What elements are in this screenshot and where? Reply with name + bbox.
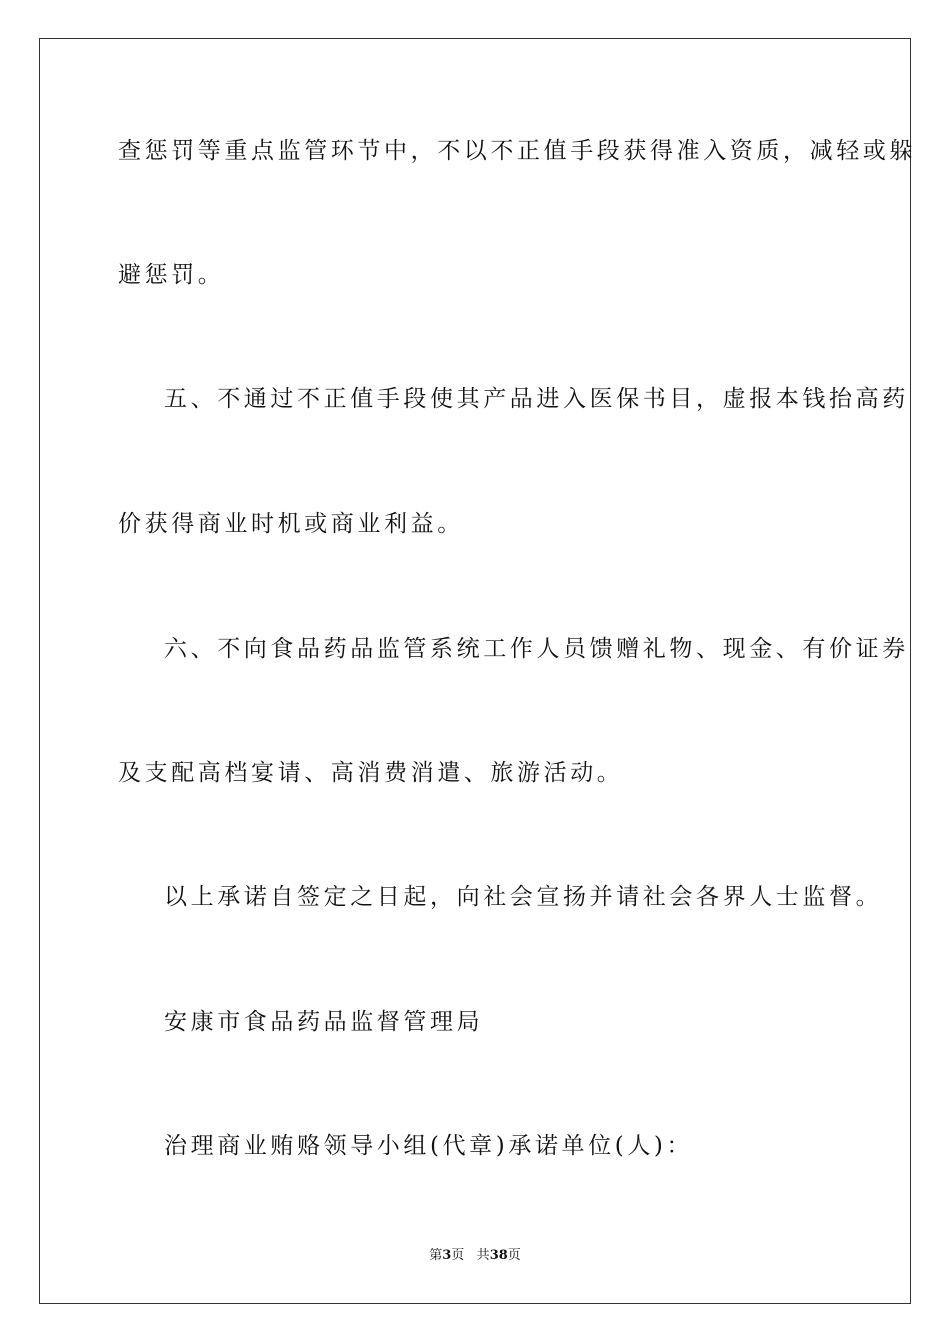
body-text-line: 查惩罚等重点监管环节中，不以不正值手段获得准入资质，减轻或躲 bbox=[118, 138, 916, 164]
page-suffix: 页 bbox=[451, 1248, 465, 1263]
current-page-number: 3 bbox=[442, 1248, 452, 1263]
issuing-authority: 安康市食品药品监督管理局 bbox=[164, 1009, 484, 1035]
body-text-line: 价获得商业时机或商业利益。 bbox=[118, 511, 464, 537]
paragraph-item-six: 六、不向食品药品监管系统工作人员馈赠礼物、现金、有价证券 bbox=[164, 636, 909, 662]
body-text-line: 避惩罚。 bbox=[118, 262, 225, 288]
total-page-count: 38 bbox=[489, 1248, 508, 1263]
signature-line: 治理商业贿赂领导小组(代章)承诺单位(人)： bbox=[164, 1133, 694, 1159]
page-border bbox=[39, 38, 911, 1304]
paragraph-item-five: 五、不通过不正值手段使其产品进入医保书目，虚报本钱抬高药 bbox=[164, 386, 909, 412]
commitment-statement: 以上承诺自签定之日起，向社会宣扬并请社会各界人士监督。 bbox=[164, 884, 883, 910]
total-suffix: 页 bbox=[507, 1248, 521, 1263]
page-footer bbox=[0, 1248, 950, 1264]
body-text-line: 及支配高档宴请、高消费消遣、旅游活动。 bbox=[118, 760, 624, 786]
page-prefix: 第 bbox=[429, 1248, 443, 1263]
total-prefix: 共 bbox=[476, 1248, 490, 1263]
